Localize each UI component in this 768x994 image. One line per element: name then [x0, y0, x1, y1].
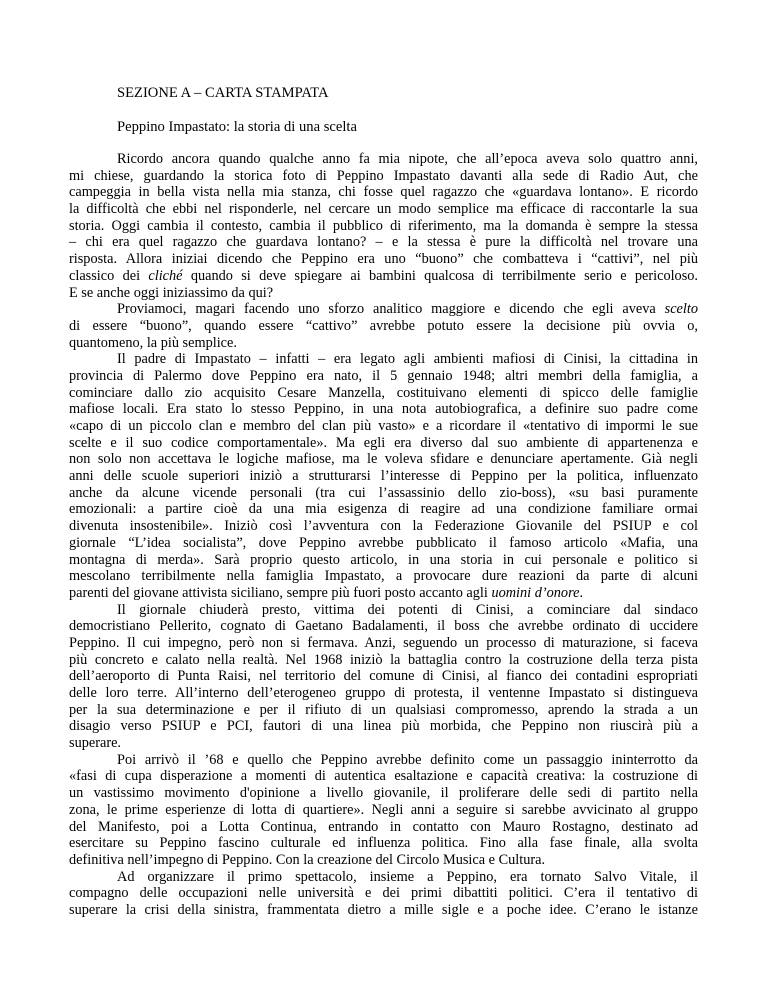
body-line: disagio verso PSIUP e PCI, fautori di una linea più morbida, che Peppino non riuscirà più a	[69, 718, 698, 735]
body-line: delle loro terre. All’interno dell’eterogeneo gruppo di protesta, il ventenne Impastato si distingueva	[69, 685, 698, 701]
body-line: mafiose locali. Era stato lo stesso Peppino, in una nota autobiografica, a definire suo padre come	[69, 401, 698, 418]
body-line	[69, 301, 698, 318]
body-line: campeggia in bella vista nella mia stanza, chi fosse quel ragazzo che «guardava lontano». E ricordo	[69, 184, 698, 201]
body-line: «fasi di cupa disperazione a momenti di autentica esaltazione e capacità creativa: la costruzione di	[69, 768, 698, 785]
body-line: Il padre di Impastato – infatti – era legato agli ambienti mafiosi di Cinisi, la cittadina in	[117, 351, 698, 368]
article-body	[69, 151, 698, 919]
body-line: superare.	[69, 735, 121, 752]
body-line: giornale “L’idea socialista”, dove Peppino avrebbe pubblicato il famoso articolo «Mafia, una	[69, 534, 698, 551]
body-line: superare la crisi della sinistra, frammentata dietro a mille sigle e a poche idee. C’erano le istanze	[69, 901, 698, 918]
body-line: più concreto e calato nella realtà. Nel 1968 iniziò la battaglia contro la costruzione della terza pista	[69, 651, 698, 668]
body-line: di essere “buono”, quando essere “cattivo” avrebbe potuto essere la decisione più ovvia o,	[69, 317, 698, 334]
section-title: SEZIONE A – CARTA STAMPATA	[117, 85, 329, 101]
body-line: per la sua determinazione e per il rifiuto di un qualsiasi compromesso, aprendo la strada a un	[69, 701, 698, 718]
body-line: risposta. Allora iniziai dicendo che Peppino era uno “buono” che combatteva i “cattivi”, nel più	[69, 251, 698, 268]
body-line: montagna di merda». Sarà proprio questo articolo, in una storia in cui personale e politico si	[69, 551, 698, 568]
text-run: quando si deve spiegare ai bambini qualcosa di terribilmente serio e pericoloso.	[182, 267, 698, 284]
body-line: quantomeno, la più semplice.	[69, 334, 237, 351]
body-line	[69, 585, 698, 602]
body-line: compagno delle occupazioni nelle università e dei primi dibattiti politici. C’era il tentativo di	[69, 885, 698, 902]
italic-text: cliché	[148, 267, 183, 284]
body-line: Peppino. Il cui impegno, però non si fermava. Anzi, seguendo un processo di maturazione, si faceva	[69, 634, 698, 651]
italic-text: scelto	[664, 301, 698, 318]
text-run: classico dei	[69, 267, 149, 284]
body-line: scelte e il suo codice comportamentale». Ma egli era diverso dal suo ambiente di appartenenza e	[69, 434, 698, 451]
body-line: del Manifesto, poi a Lotta Continua, entrando in contatto con Mauro Rostagno, destinato ad	[69, 818, 698, 835]
body-line: un vastissimo movimento d'opinione a livello giovanile, il proliferare delle sedi di partito nella	[69, 785, 698, 802]
body-line: Il giornale chiuderà presto, vittima dei potenti di Cinisi, a cominciare dal sindaco	[117, 601, 698, 618]
body-line: «capo di un piccolo clan e membro del clan più vasto» e a ricordare il «tentativo di impormi le sue	[69, 418, 698, 434]
body-line: esercitare su Peppino fascino culturale ed influenza politica. Fino alla fase finale, alla svolta	[69, 835, 698, 852]
text-run: .	[579, 584, 584, 601]
body-line: mi chiese, guardando la storica foto di Peppino Impastato davanti alla sede di Radio Aut, che	[69, 167, 698, 184]
body-line: provincia di Palermo dove Peppino era nato, il 5 gennaio 1948; altri membri della famiglia, a	[69, 367, 698, 384]
body-line: dell’aeroporto di Punta Raisi, nel territorio del comune di Cinisi, al fianco dei contadini espropriati	[69, 668, 698, 685]
body-line: E se anche oggi iniziassimo da qui?	[69, 284, 274, 301]
body-line	[69, 268, 698, 285]
body-line: Ad organizzare il primo spettacolo, insieme a Peppino, era tornato Salvo Vitale, il	[117, 868, 698, 885]
body-line: Ricordo ancora quando qualche anno fa mia nipote, che all’epoca aveva solo quattro anni,	[117, 151, 698, 167]
body-line: democristiano Pellerito, cognato di Gaetano Badalamenti, il boss che avrebbe ordinato di uccidere	[69, 618, 698, 635]
body-line: storia. Oggi cambia il contesto, cambia il pubblico di riferimento, ma la domanda è sempre la stessa	[69, 217, 698, 234]
body-line: – chi era quel ragazzo che guardava lontano? – e la stessa è pure la difficoltà nel trovare una	[69, 234, 698, 251]
body-line: mescolano terribilmente nella famiglia Impastato, a provocare dure reazioni da parte di alcuni	[69, 568, 698, 585]
body-line: zona, le prime esperienze di lotta di quartiere». Negli anni a seguire si sarebbe avvicinato al gruppo	[69, 801, 698, 818]
body-line: emozionali: a partire cioè da una mia esigenza di reagire ad una condizione familiare ormai	[69, 501, 698, 518]
italic-text: uomini d’onore	[491, 584, 580, 601]
body-line: anche da alcune vicende personali (tra cui l’assassinio dello zio-boss), «su basi puramente	[69, 484, 698, 501]
body-line: divenuta insostenibile». Iniziò così l’avventura con la Federazione Giovanile del PSIUP e col	[69, 518, 698, 535]
body-line: anni delle scuole superiori iniziò a strutturarsi l’interesse di Peppino per la politica, influenzato	[69, 468, 698, 485]
body-line: Poi arrivò il ’68 e quello che Peppino avrebbe definito come un passaggio ininterrotto da	[117, 751, 698, 768]
article-title: Peppino Impastato: la storia di una scelta	[117, 119, 357, 135]
body-line: definitiva nell’impegno di Peppino. Con la creazione del Circolo Musica e Cultura.	[69, 851, 546, 868]
body-line: cominciare dallo zio acquisito Cesare Manzella, costituivano elementi di spicco delle famiglie	[69, 384, 698, 401]
body-line: non solo non accettava le logiche mafiose, ma le voleva sfidare e denunciare apertamente. Già negli	[69, 451, 698, 468]
text-run: parenti del giovane attivista siciliano, sempre più fuori posto accanto agli	[69, 584, 492, 601]
body-line: la difficoltà che ebbi nel risponderle, nel cercare un modo semplice ma efficace di raccontarle la sua	[69, 201, 698, 218]
text-run: Proviamoci, magari facendo uno sforzo analitico maggiore e dicendo che egli aveva	[117, 301, 665, 318]
